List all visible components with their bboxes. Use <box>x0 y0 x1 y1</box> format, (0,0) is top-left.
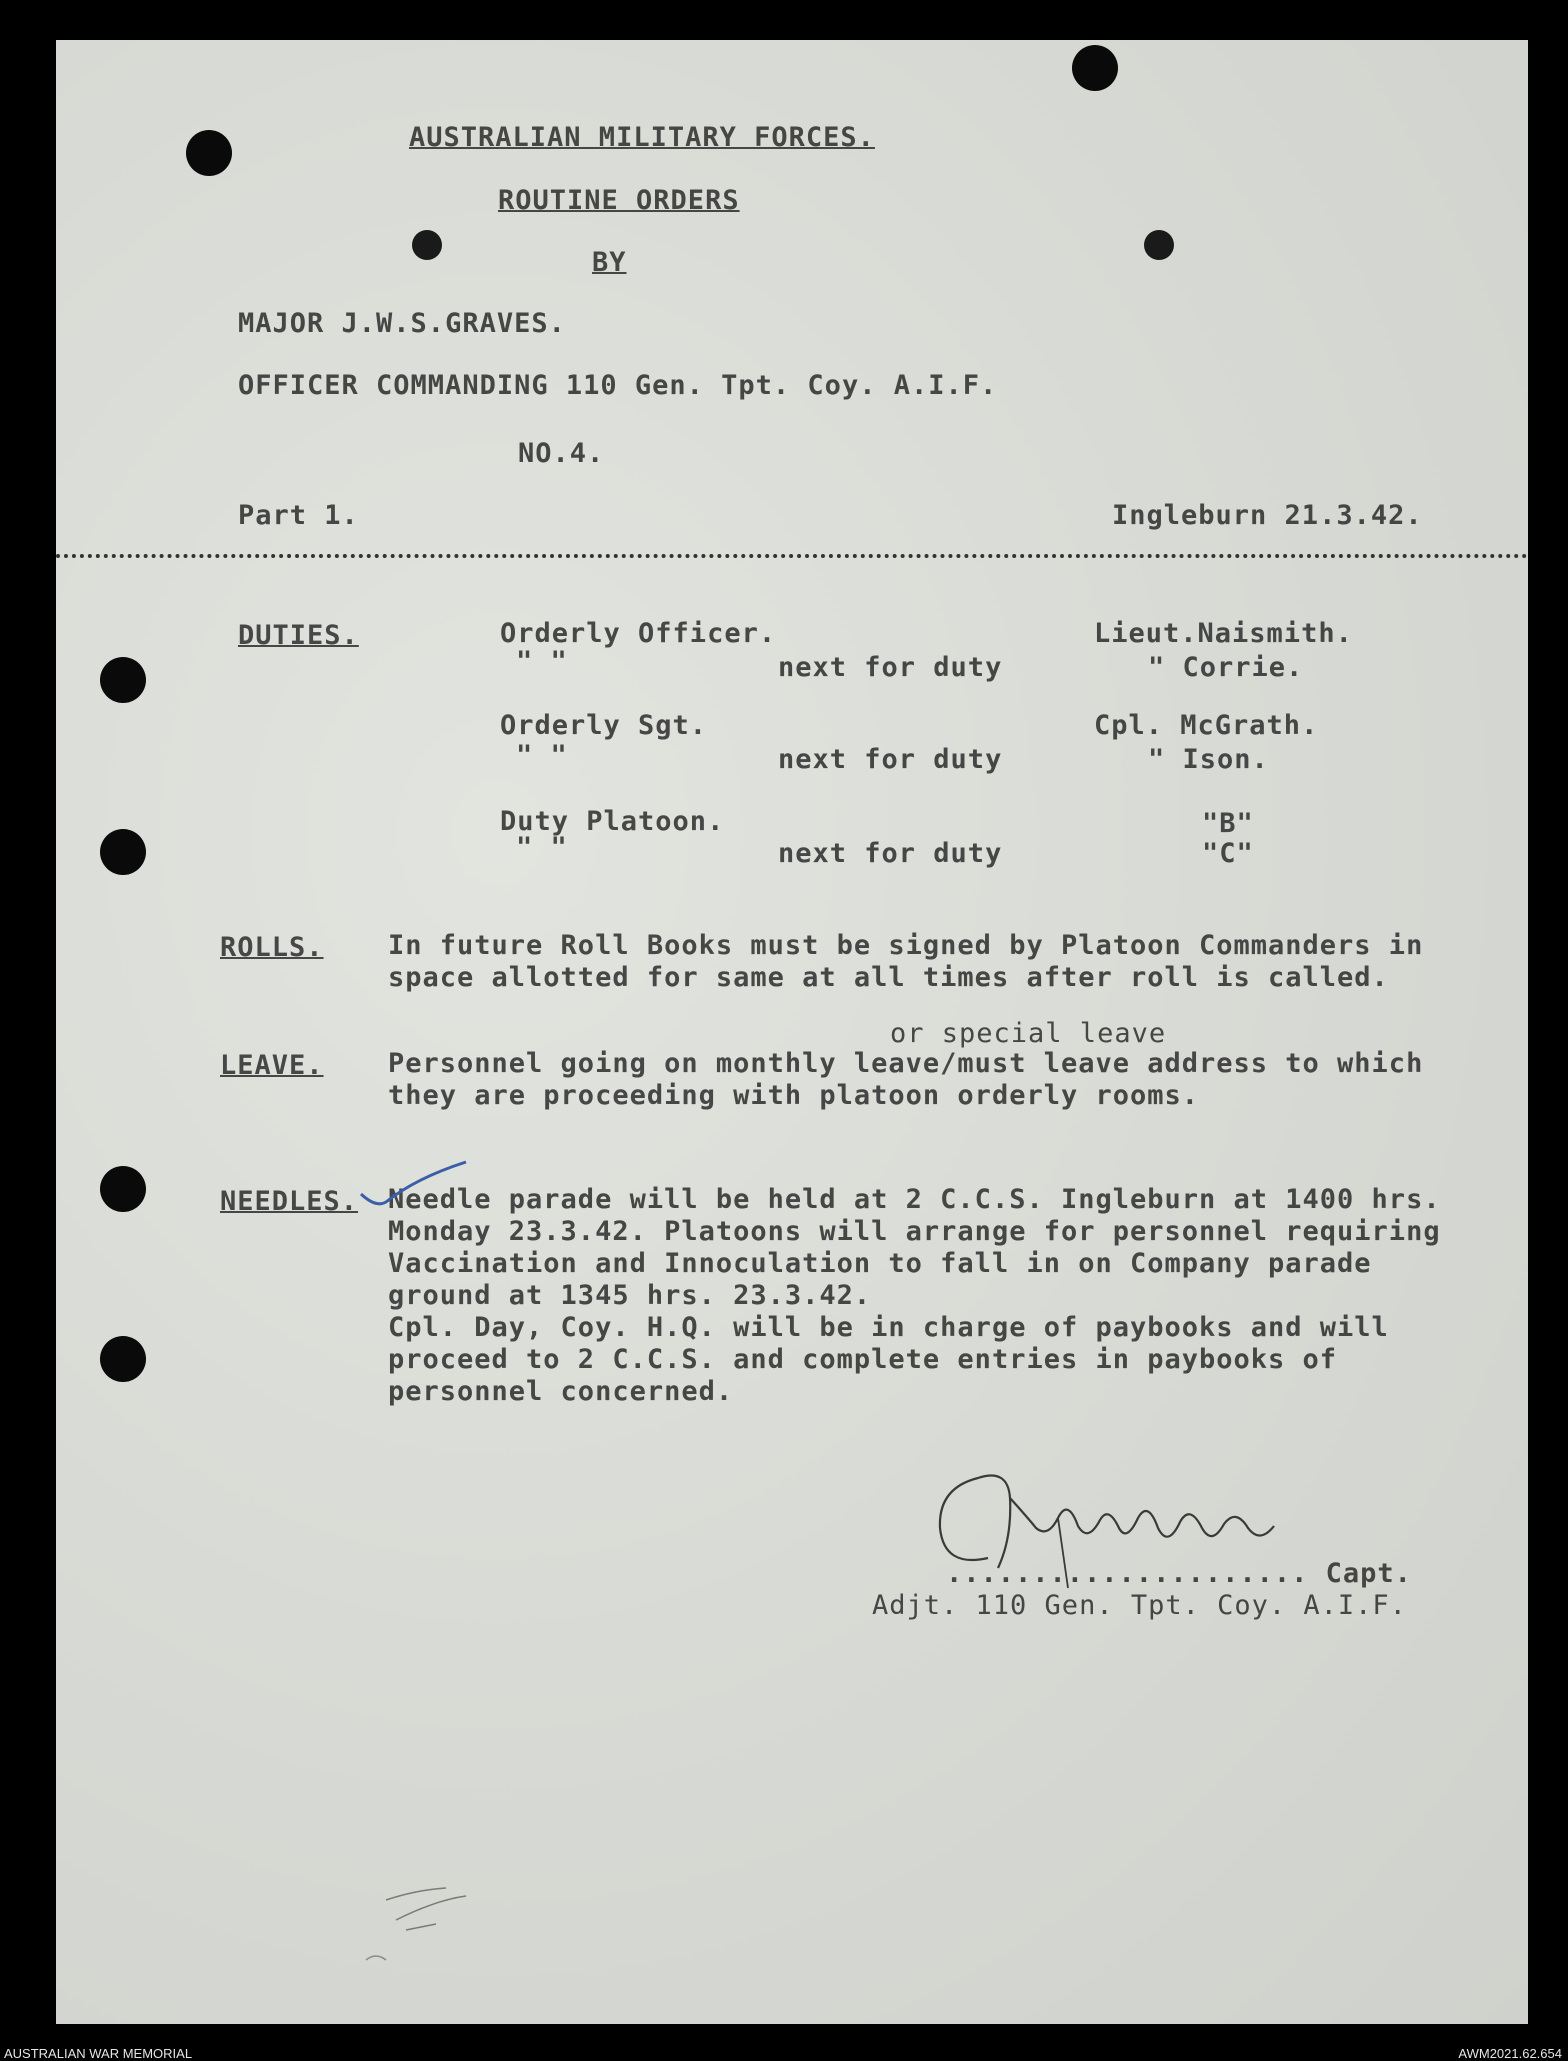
duty-name: " Ison. <box>1148 744 1269 775</box>
needles-text: Needle parade will be held at 2 C.C.S. Ingleburn at 1400 hrs. Monday 23.3.42. Platoons will arrange for personnel requiring Vaccination and Innoculation to fall in on Company parade ground at 1345 hrs. 23.3.42. Cpl. Day, Coy. H.Q. will be in charge of paybooks and will proceed to 2 C.C.S. and complete entries in paybooks of personnel concerned. <box>388 1184 1441 1407</box>
footer-right: AWM2021.62.654 <box>1458 2046 1562 2061</box>
duty-role: " " <box>516 646 568 677</box>
duty-role: " " <box>516 832 568 863</box>
header-title: AUSTRALIAN MILITARY FORCES. <box>409 122 875 153</box>
pencil-marks <box>356 1860 516 1980</box>
punch-hole <box>1072 45 1118 91</box>
punch-hole <box>100 829 146 875</box>
duty-role: Duty Platoon. <box>500 806 725 837</box>
duty-role: Orderly Sgt. <box>500 710 708 741</box>
punch-hole <box>100 657 146 703</box>
signature-line: ..................... Capt. <box>946 1558 1412 1589</box>
header-by: BY <box>592 247 627 278</box>
order-number: NO.4. <box>518 438 605 469</box>
rolls-text: In future Roll Books must be signed by Platoon Commanders in space allotted for same at all times after roll is called. <box>388 930 1424 993</box>
header-subtitle: ROUTINE ORDERS <box>498 185 740 216</box>
duty-name: "C" <box>1202 838 1254 869</box>
duty-role: Orderly Officer. <box>500 618 777 649</box>
duty-note: next for duty <box>778 652 1003 683</box>
divider-line <box>56 554 1528 558</box>
needles-heading: NEEDLES. <box>220 1186 359 1217</box>
duty-note: next for duty <box>778 838 1003 869</box>
punch-hole <box>100 1336 146 1382</box>
leave-text: Personnel going on monthly leave/must leave address to which they are proceeding with platoon orderly rooms. <box>388 1048 1424 1111</box>
document-sheet <box>56 40 1528 2024</box>
part-label: Part 1. <box>238 500 359 531</box>
duty-note: next for duty <box>778 744 1003 775</box>
punch-hole <box>412 230 442 260</box>
header-officer: MAJOR J.W.S.GRAVES. <box>238 308 566 339</box>
punch-hole <box>186 130 232 176</box>
punch-hole <box>100 1166 146 1212</box>
duty-role: " " <box>516 740 568 771</box>
blue-tick-mark <box>356 1156 476 1216</box>
signature-title: Adjt. 110 Gen. Tpt. Coy. A.I.F. <box>872 1590 1407 1621</box>
leave-heading: LEAVE. <box>220 1050 324 1081</box>
duty-name: Lieut.Naismith. <box>1094 618 1353 649</box>
duty-name: "B" <box>1202 808 1254 839</box>
footer-left: AUSTRALIAN WAR MEMORIAL <box>4 2046 193 2061</box>
duties-heading: DUTIES. <box>238 620 359 651</box>
duty-name: " Corrie. <box>1148 652 1304 683</box>
leave-insert: or special leave <box>890 1018 1167 1049</box>
rolls-heading: ROLLS. <box>220 932 324 963</box>
punch-hole <box>1144 230 1174 260</box>
duty-name: Cpl. McGrath. <box>1094 710 1319 741</box>
header-unit: OFFICER COMMANDING 110 Gen. Tpt. Coy. A.I.F. <box>238 370 998 401</box>
place-date: Ingleburn 21.3.42. <box>1112 500 1423 531</box>
